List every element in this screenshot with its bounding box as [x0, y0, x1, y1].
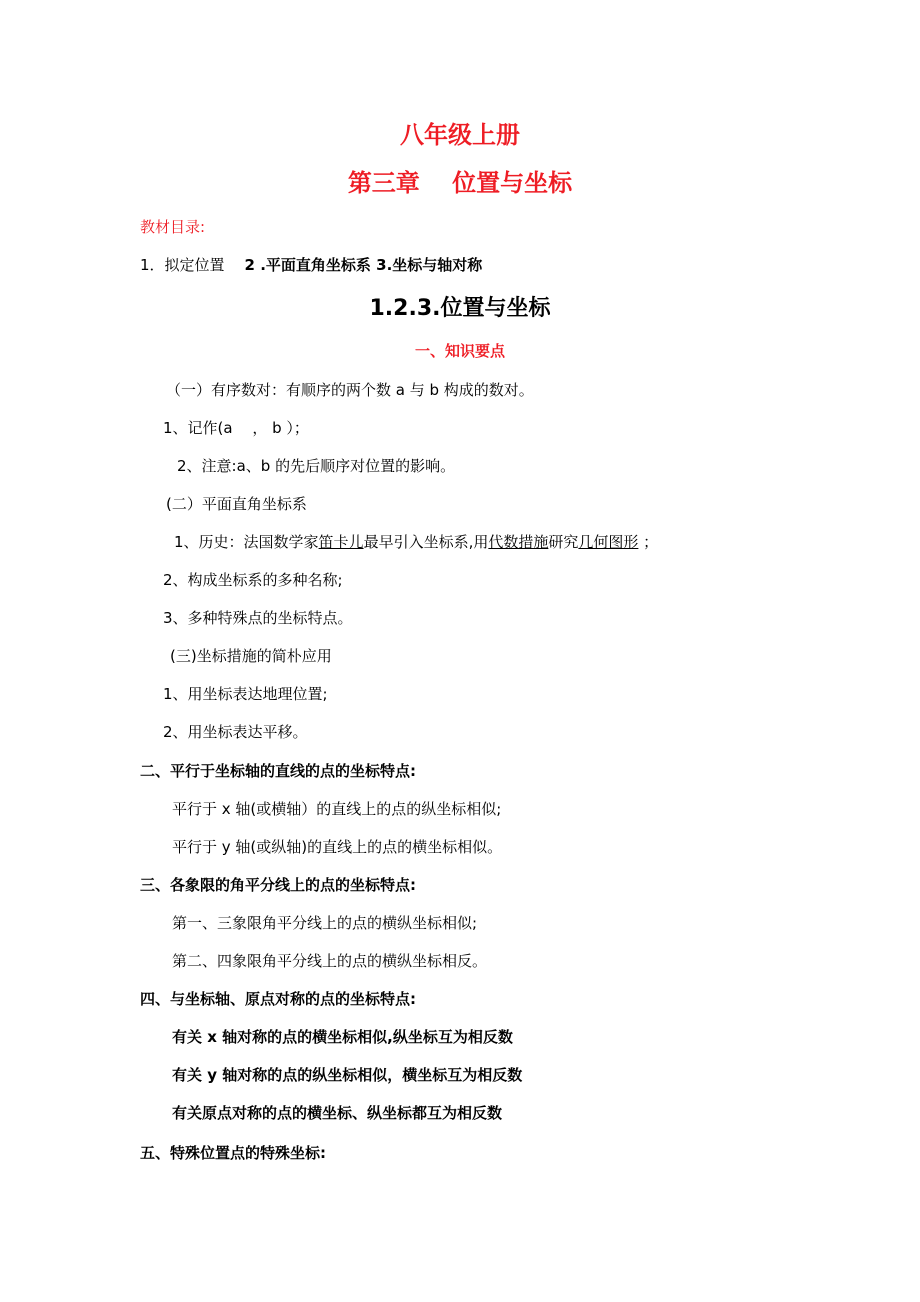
- parallel-line-2: 平行于 y 轴(或纵轴)的直线上的点的横坐标相似。: [172, 838, 503, 856]
- bisector-line-1: 第一、三象限角平分线上的点的横纵坐标相似;: [172, 914, 478, 932]
- special-points-heading: 五、特殊位置点的特殊坐标:: [140, 1144, 326, 1162]
- symmetry-line-2: 有关 y 轴对称的点的纵坐标相似，横坐标互为相反数: [172, 1066, 523, 1084]
- symmetry-line-1: 有关 x 轴对称的点的横坐标相似,纵坐标互为相反数: [172, 1028, 513, 1046]
- coordinate-system-title: (二）平面直角坐标系: [166, 495, 307, 513]
- symmetry-heading: 四、与坐标轴、原点对称的点的坐标特点:: [140, 990, 417, 1008]
- parallel-heading: 二、平行于坐标轴的直线的点的坐标特点:: [140, 762, 417, 780]
- history-mid-2: 研究: [548, 533, 579, 551]
- toc-items: [140, 254, 482, 276]
- ordered-pair-title: （一）有序数对：有顺序的两个数 a 与 b 构成的数对。: [166, 381, 534, 399]
- toc-label: 教材目录:: [140, 218, 206, 236]
- algebra-method-underline: 代数措施: [488, 533, 549, 551]
- bisector-heading: 三、各象限的角平分线上的点的坐标特点:: [140, 876, 417, 894]
- bisector-line-2: 第二、四象限角平分线上的点的横纵坐标相反。: [172, 952, 488, 970]
- application-item-1: 1、用坐标表达地理位置;: [163, 685, 328, 703]
- toc-item-2-3: 2 .平面直角坐标系 3.坐标与轴对称: [244, 256, 483, 274]
- toc-item-1: 1．拟定位置: [140, 256, 225, 274]
- application-item-2: 2、用坐标表达平移。: [163, 723, 308, 741]
- page-title: 八年级上册: [400, 121, 520, 149]
- coordinate-system-item-2: 2、构成坐标系的多种名称;: [163, 571, 343, 589]
- geometry-underline: 几何图形: [578, 533, 639, 551]
- parallel-line-1: 平行于 x 轴(或横轴）的直线上的点的纵坐标相似;: [172, 800, 502, 818]
- section-title: 1.2.3.位置与坐标: [369, 296, 551, 321]
- descartes-underline: 笛卡儿: [318, 533, 364, 551]
- ordered-pair-item-2: 2、注意:a、b 的先后顺序对位置的影响。: [177, 457, 456, 475]
- history-suffix: ；: [638, 533, 659, 551]
- coordinate-system-item-1: [174, 531, 658, 553]
- coordinate-system-item-3: 3、多种特殊点的坐标特点。: [163, 609, 353, 627]
- history-mid-1: 最早引入坐标系,用: [363, 533, 489, 551]
- knowledge-heading: 一、知识要点: [414, 342, 505, 360]
- application-title: (三)坐标措施的简朴应用: [170, 647, 332, 665]
- ordered-pair-item-1: 1、记作(a ， b ）；: [163, 419, 309, 437]
- history-prefix: 1、历史：法国数学家: [174, 533, 319, 551]
- chapter-title: 第三章 位置与坐标: [347, 169, 573, 197]
- symmetry-line-3: 有关原点对称的点的横坐标、纵坐标都互为相反数: [172, 1104, 503, 1122]
